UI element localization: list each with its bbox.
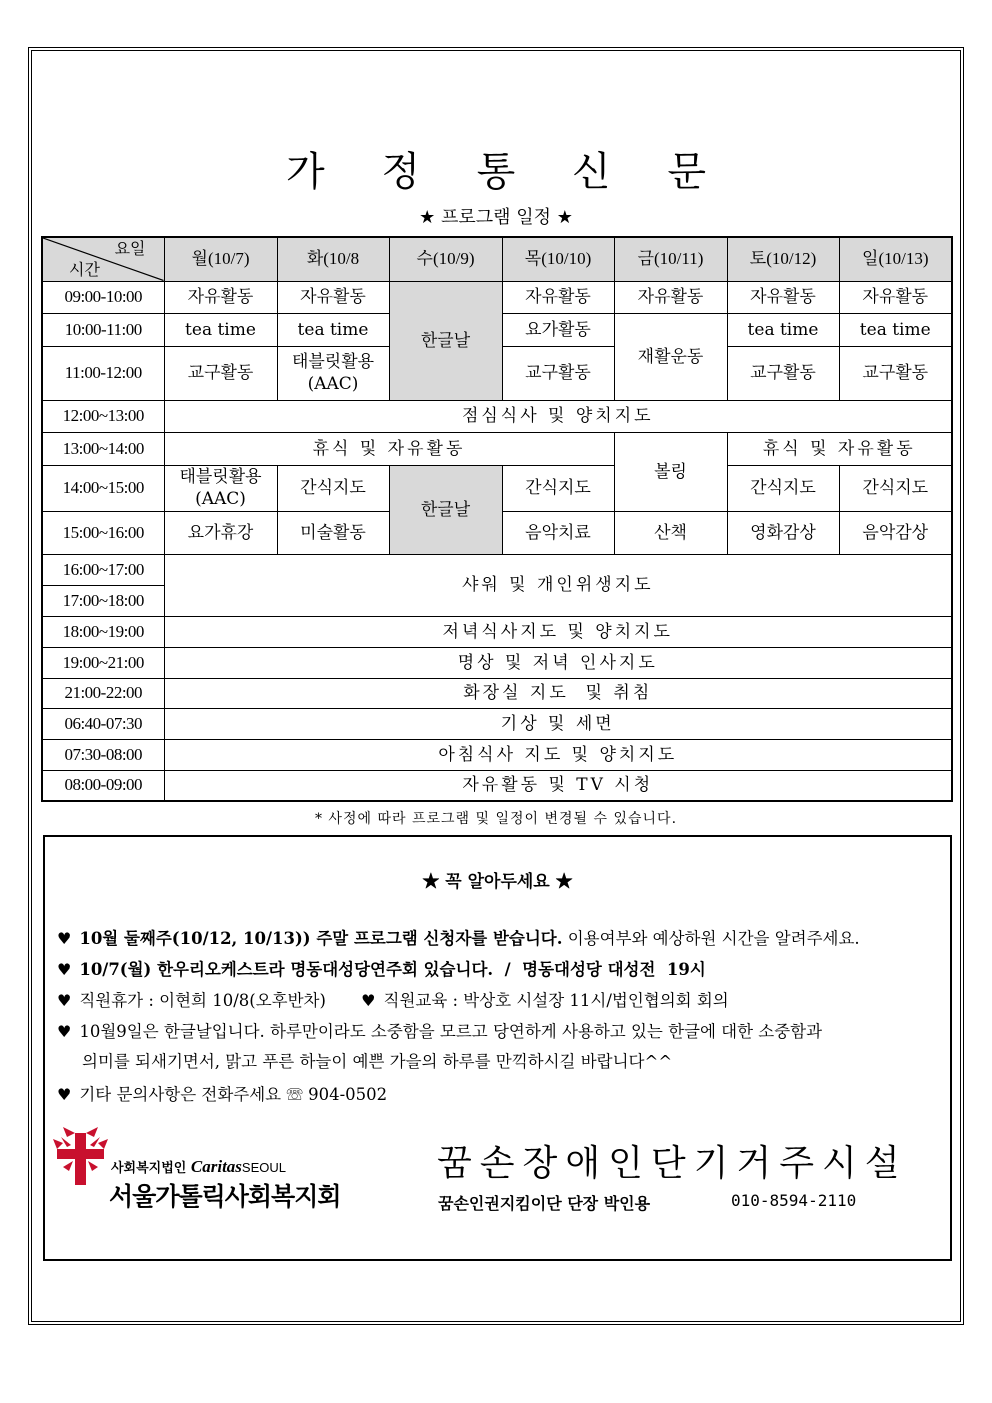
time-cell: 13:00~14:00 bbox=[42, 432, 164, 465]
corner-day-label: 요일 bbox=[114, 239, 146, 258]
heart-icon: ♥ bbox=[57, 1085, 72, 1104]
heart-icon: ♥ bbox=[57, 960, 72, 979]
notice-item bbox=[57, 1018, 822, 1042]
cell-thu: 요가활동 bbox=[502, 313, 614, 346]
cell-sat: 간식지도 bbox=[727, 465, 839, 511]
meditation-cell: 명상 및 저녁 인사지도 bbox=[164, 647, 952, 678]
heart-icon: ♥ bbox=[57, 1022, 72, 1041]
time-cell: 07:30-08:00 bbox=[42, 739, 164, 770]
cell-fri: 자유활동 bbox=[614, 281, 727, 313]
table-row bbox=[42, 739, 952, 770]
heart-icon: ♥ bbox=[361, 991, 376, 1010]
day-tue: 화(10/8 bbox=[277, 237, 389, 281]
notice-box bbox=[43, 835, 952, 1261]
table-row bbox=[42, 281, 952, 313]
header-row bbox=[42, 237, 952, 281]
caritas-logo-icon bbox=[53, 1127, 108, 1187]
notice-text: 직원교육 : 박상호 시설장 11시/법인협의회 회의 bbox=[383, 991, 729, 1010]
cell-mon: 요가휴강 bbox=[164, 511, 277, 554]
notice-item-continued: 의미를 되새기면서, 맑고 푸른 하늘이 예쁜 가을의 하루를 만끽하시길 바랍니다^^ bbox=[82, 1052, 673, 1071]
corner-cell bbox=[42, 237, 164, 281]
notice-item bbox=[57, 925, 860, 949]
cell-sat: 자유활동 bbox=[727, 281, 839, 313]
time-cell: 12:00~13:00 bbox=[42, 400, 164, 432]
hangul-day-morning: 한글날 bbox=[389, 281, 502, 400]
cell-thu: 간식지도 bbox=[502, 465, 614, 511]
cell-mon: 자유활동 bbox=[164, 281, 277, 313]
director-label: 꿈손인권지킴이단 단장 박인용 bbox=[438, 1194, 651, 1213]
day-sun: 일(10/13) bbox=[839, 237, 952, 281]
notice-item bbox=[57, 1081, 387, 1105]
corner-time-label: 시간 bbox=[69, 259, 100, 279]
breakfast-cell: 아침식사 지도 및 양치지도 bbox=[164, 739, 952, 770]
notice-item bbox=[57, 987, 729, 1011]
schedule-table bbox=[41, 236, 953, 802]
notice-text: 직원휴가 : 이현희 10/8(오후반차) bbox=[79, 991, 326, 1010]
table-row bbox=[42, 708, 952, 739]
notice-text-bold: 10월 둘째주(10/12, 10/13)) 주말 프로그램 신청자를 받습니다. bbox=[79, 929, 563, 948]
cell-tue: tea time bbox=[277, 313, 389, 346]
time-cell: 16:00~17:00 bbox=[42, 554, 164, 585]
cell-tue: 간식지도 bbox=[277, 465, 389, 511]
table-row bbox=[42, 432, 952, 465]
table-row bbox=[42, 465, 952, 511]
cell-sat: 교구활동 bbox=[727, 346, 839, 400]
phone-number: 010-8594-2110 bbox=[731, 1191, 857, 1210]
time-cell: 18:00~19:00 bbox=[42, 616, 164, 647]
hangul-day-afternoon: 한글날 bbox=[389, 465, 502, 554]
time-cell: 09:00-10:00 bbox=[42, 281, 164, 313]
notice-title: ★ 꼭 알아두세요 ★ bbox=[422, 872, 573, 892]
time-cell: 21:00-22:00 bbox=[42, 678, 164, 708]
notice-text: 기타 문의사항은 전화주세요 ☏ 904-0502 bbox=[79, 1085, 388, 1104]
day-mon: 월(10/7) bbox=[164, 237, 277, 281]
heart-icon: ♥ bbox=[57, 929, 72, 948]
notice-text: 10월9일은 한글날입니다. 하루만이라도 소중함을 모르고 당연하게 사용하고 있는 한글에 대한 소중함과 bbox=[79, 1022, 823, 1041]
cell-thu: 음악치료 bbox=[502, 511, 614, 554]
cell-sun: tea time bbox=[839, 313, 952, 346]
free-activity-cell: 자유활동 및 TV 시청 bbox=[164, 770, 952, 801]
cell-tue: 미술활동 bbox=[277, 511, 389, 554]
table-row bbox=[42, 554, 952, 585]
day-thu: 목(10/10) bbox=[502, 237, 614, 281]
caritas-seoul: SEOUL bbox=[241, 1160, 286, 1175]
facility-name: 꿈손장애인단기거주시설 bbox=[437, 1143, 908, 1184]
cell-mon: tea time bbox=[164, 313, 277, 346]
page-title: 가 정 통 신 문 bbox=[285, 149, 729, 195]
cell-sun: 교구활동 bbox=[839, 346, 952, 400]
cell-sat: 영화감상 bbox=[727, 511, 839, 554]
cell-thu: 자유활동 bbox=[502, 281, 614, 313]
cell-sat: tea time bbox=[727, 313, 839, 346]
schedule-subtitle: ★ 프로그램 일정 ★ bbox=[419, 207, 573, 228]
rest-cell-weekend: 휴식 및 자유활동 bbox=[727, 432, 952, 465]
cell-thu: 교구활동 bbox=[502, 346, 614, 400]
cell-tue: 태블릿활용 (AAC) bbox=[277, 346, 389, 400]
schedule-note: * 사정에 따라 프로그램 및 일정이 변경될 수 있습니다. bbox=[314, 811, 678, 827]
cell-sun: 자유활동 bbox=[839, 281, 952, 313]
time-cell: 17:00~18:00 bbox=[42, 585, 164, 616]
heart-icon: ♥ bbox=[57, 991, 72, 1010]
cell-sun: 음악감상 bbox=[839, 511, 952, 554]
time-cell: 06:40-07:30 bbox=[42, 708, 164, 739]
time-cell: 15:00~16:00 bbox=[42, 511, 164, 554]
table-row bbox=[42, 400, 952, 432]
time-cell: 14:00~15:00 bbox=[42, 465, 164, 511]
bowling-cell: 볼링 bbox=[614, 432, 727, 511]
cell-sun: 간식지도 bbox=[839, 465, 952, 511]
table-row bbox=[42, 647, 952, 678]
table-row bbox=[42, 678, 952, 708]
notice-text-bold: 10/7(월) 한우리오케스트라 명동대성당연주회 있습니다. / 명동대성당 대성전 19시 bbox=[79, 960, 706, 979]
org-type: 사회복지법인 bbox=[111, 1161, 187, 1176]
org-name: 서울가톨릭사회복지회 bbox=[109, 1182, 341, 1211]
cell-fri: 산책 bbox=[614, 511, 727, 554]
shower-cell: 샤워 및 개인위생지도 bbox=[164, 554, 952, 616]
cell-mon: 교구활동 bbox=[164, 346, 277, 400]
lunch-cell: 점심식사 및 양치지도 bbox=[164, 400, 952, 432]
day-wed: 수(10/9) bbox=[389, 237, 502, 281]
time-cell: 19:00~21:00 bbox=[42, 647, 164, 678]
time-cell: 08:00-09:00 bbox=[42, 770, 164, 801]
org-small-label bbox=[111, 1157, 286, 1177]
day-sat: 토(10/12) bbox=[727, 237, 839, 281]
caritas-wordmark: Caritas bbox=[190, 1157, 242, 1176]
bedtime-cell: 화장실 지도 및 취침 bbox=[164, 678, 952, 708]
time-cell: 10:00-11:00 bbox=[42, 313, 164, 346]
rest-cell-weekday: 휴식 및 자유활동 bbox=[164, 432, 614, 465]
notice-item bbox=[57, 956, 706, 980]
time-cell: 11:00-12:00 bbox=[42, 346, 164, 400]
rehab-exercise-cell: 재활운동 bbox=[614, 313, 727, 400]
day-fri: 금(10/11) bbox=[614, 237, 727, 281]
table-row bbox=[42, 616, 952, 647]
wakeup-cell: 기상 및 세면 bbox=[164, 708, 952, 739]
notice-text: 이용여부와 예상하원 시간을 알려주세요. bbox=[562, 929, 860, 948]
cell-mon: 태블릿활용 (AAC) bbox=[164, 465, 277, 511]
cell-tue: 자유활동 bbox=[277, 281, 389, 313]
dinner-cell: 저녁식사지도 및 양치지도 bbox=[164, 616, 952, 647]
table-row bbox=[42, 770, 952, 801]
